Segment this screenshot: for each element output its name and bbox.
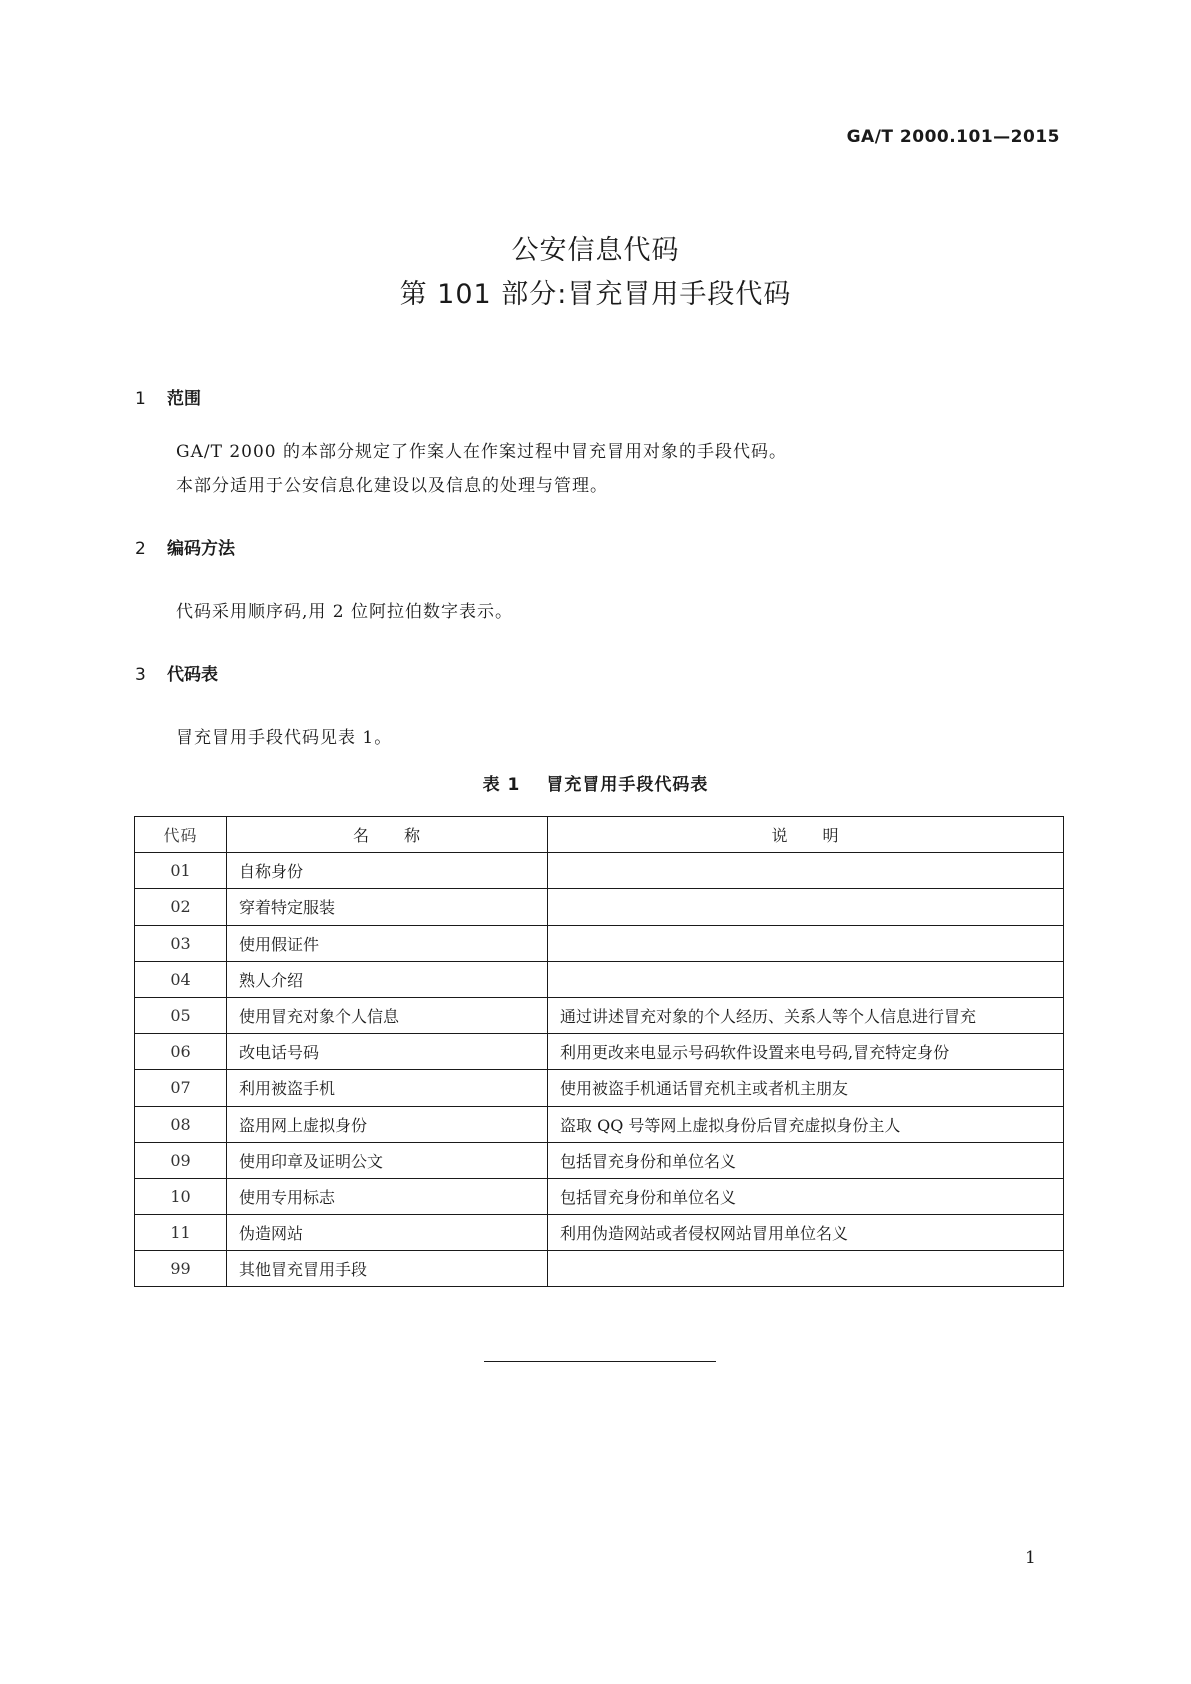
cell-code: 07 — [135, 1070, 227, 1106]
cell-name: 使用假证件 — [227, 925, 548, 961]
section-number: 3 — [135, 665, 146, 685]
cell-name: 穿着特定服装 — [227, 889, 548, 925]
cell-description: 包括冒充身份和单位名义 — [548, 1178, 1064, 1214]
table-header-row — [135, 817, 1064, 853]
paragraph: 冒充冒用手段代码见表 1。 — [176, 728, 393, 748]
page-number: 1 — [1025, 1548, 1036, 1568]
table-caption-label: 表 1 — [482, 775, 521, 795]
cell-name: 其他冒充冒用手段 — [227, 1251, 548, 1287]
cell-name: 熟人介绍 — [227, 961, 548, 997]
table-row — [135, 925, 1064, 961]
cell-code: 01 — [135, 853, 227, 889]
section-heading-code-table — [135, 660, 218, 685]
table-row — [135, 997, 1064, 1033]
cell-code: 11 — [135, 1215, 227, 1251]
table-row — [135, 889, 1064, 925]
section-title: 编码方法 — [167, 539, 235, 559]
cell-description: 使用被盗手机通话冒充机主或者机主朋友 — [548, 1070, 1064, 1106]
table-caption — [0, 770, 1191, 795]
cell-code: 06 — [135, 1034, 227, 1070]
paragraph: 代码采用顺序码,用 2 位阿拉伯数字表示。 — [176, 602, 514, 622]
section-title: 代码表 — [167, 665, 218, 685]
section-heading-scope — [135, 384, 201, 409]
table-row — [135, 1215, 1064, 1251]
cell-description: 盗取 QQ 号等网上虚拟身份后冒充虚拟身份主人 — [548, 1106, 1064, 1142]
cell-code: 02 — [135, 889, 227, 925]
cell-name: 使用冒充对象个人信息 — [227, 997, 548, 1033]
cell-name: 利用被盗手机 — [227, 1070, 548, 1106]
paragraph: GA/T 2000 的本部分规定了作案人在作案过程中冒充冒用对象的手段代码。 — [176, 442, 787, 462]
cell-name: 自称身份 — [227, 853, 548, 889]
cell-description — [548, 961, 1064, 997]
cell-code: 99 — [135, 1251, 227, 1287]
table-row — [135, 853, 1064, 889]
cell-description — [548, 925, 1064, 961]
table-row — [135, 1106, 1064, 1142]
cell-description — [548, 853, 1064, 889]
document-title-line2: 第 101 部分:冒充冒用手段代码 — [399, 279, 792, 310]
table-caption-title: 冒充冒用手段代码表 — [546, 775, 709, 795]
section-title: 范围 — [167, 389, 201, 409]
section-number: 2 — [135, 539, 146, 559]
table-row — [135, 1251, 1064, 1287]
paragraph: 本部分适用于公安信息化建设以及信息的处理与管理。 — [176, 476, 608, 496]
cell-name: 改电话号码 — [227, 1034, 548, 1070]
cell-code: 04 — [135, 961, 227, 997]
cell-code: 03 — [135, 925, 227, 961]
cell-name: 盗用网上虚拟身份 — [227, 1106, 548, 1142]
cell-name: 使用专用标志 — [227, 1178, 548, 1214]
end-of-document-rule — [484, 1361, 716, 1362]
cell-description — [548, 1251, 1064, 1287]
standard-number: GA/T 2000.101—2015 — [846, 127, 1060, 147]
table-row — [135, 1178, 1064, 1214]
cell-code: 09 — [135, 1142, 227, 1178]
cell-code: 08 — [135, 1106, 227, 1142]
section-number: 1 — [135, 389, 146, 409]
cell-description: 利用更改来电显示号码软件设置来电号码,冒充特定身份 — [548, 1034, 1064, 1070]
cell-name: 伪造网站 — [227, 1215, 548, 1251]
header-code: 代码 — [135, 817, 227, 853]
table-row — [135, 1070, 1064, 1106]
section-heading-coding-method — [135, 534, 235, 559]
cell-code: 10 — [135, 1178, 227, 1214]
header-name: 名 称 — [227, 817, 548, 853]
cell-description: 包括冒充身份和单位名义 — [548, 1142, 1064, 1178]
cell-code: 05 — [135, 997, 227, 1033]
cell-description: 利用伪造网站或者侵权网站冒用单位名义 — [548, 1215, 1064, 1251]
table-row — [135, 1142, 1064, 1178]
header-description: 说 明 — [548, 817, 1064, 853]
cell-description — [548, 889, 1064, 925]
cell-description: 通过讲述冒充对象的个人经历、关系人等个人信息进行冒充 — [548, 997, 1064, 1033]
table-row — [135, 1034, 1064, 1070]
document-title-line1: 公安信息代码 — [511, 235, 680, 266]
table-row — [135, 961, 1064, 997]
cell-name: 使用印章及证明公文 — [227, 1142, 548, 1178]
code-table — [134, 816, 1064, 1287]
